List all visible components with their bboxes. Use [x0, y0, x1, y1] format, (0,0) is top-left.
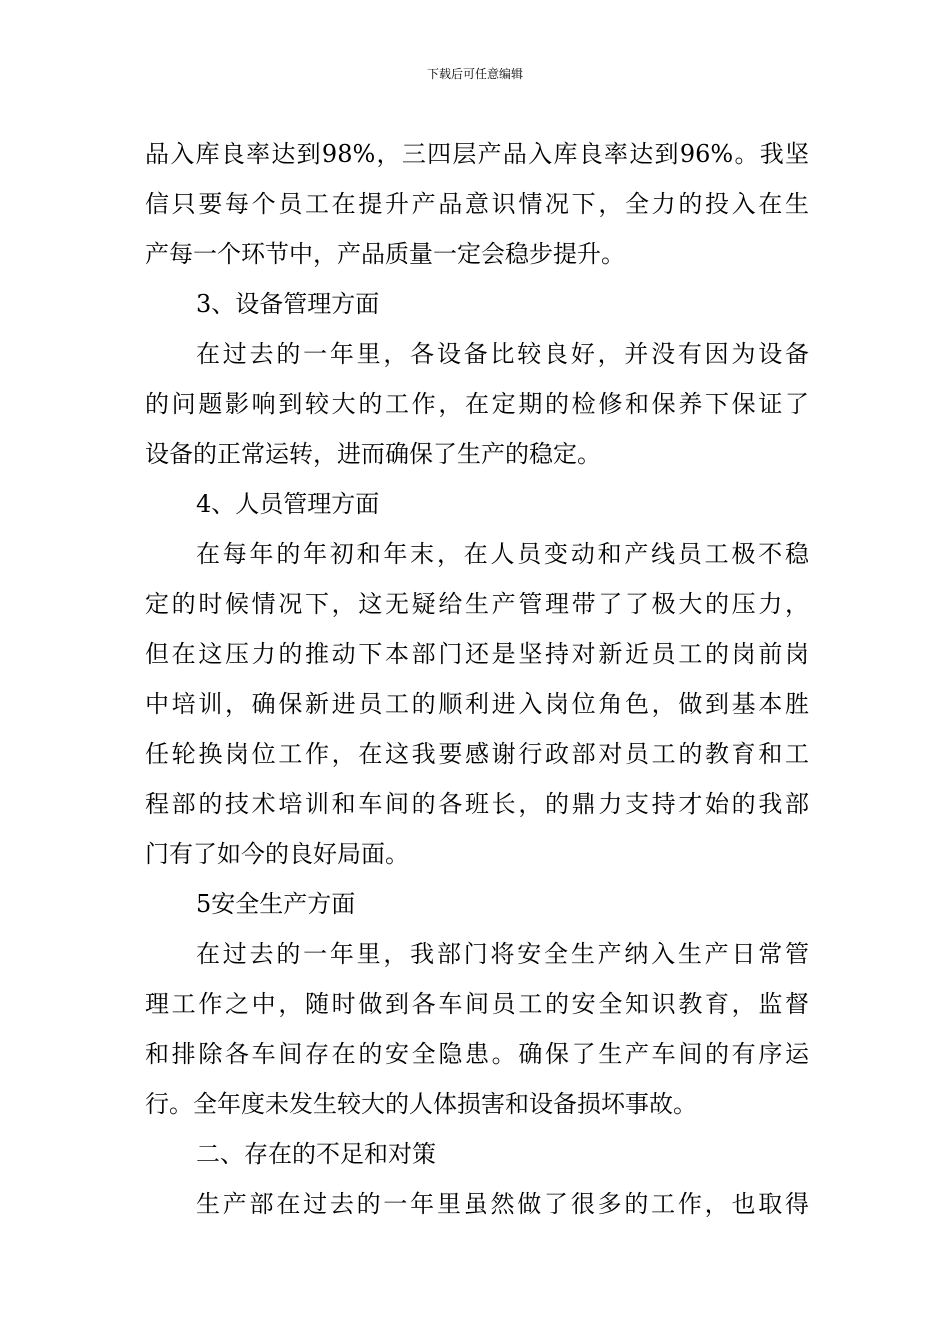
page-header: 下载后可任意编辑 — [426, 67, 523, 81]
text-line: 5安全生产方面 — [196, 890, 356, 918]
text-line: 产每一个环节中，产品质量一定会稳步提升。 — [145, 240, 625, 268]
text-line: 和排除各车间存在的安全隐患。确保了生产车间的有序运 — [145, 1040, 809, 1068]
text-line: 在过去的一年里，我部门将安全生产纳入生产日常管 — [196, 940, 809, 968]
text-line: 的问题影响到较大的工作，在定期的检修和保养下保证了 — [145, 390, 809, 418]
text-line: 行。全年度未发生较大的人体损害和设备损坏事故。 — [145, 1090, 697, 1118]
text-line: 品入库良率达到98%，三四层产品入库良率达到96%。我坚 — [145, 140, 809, 168]
text-line: 设备的正常运转，进而确保了生产的稳定。 — [145, 440, 601, 468]
text-line: 生产部在过去的一年里虽然做了很多的工作，也取得 — [196, 1190, 809, 1218]
text-line: 信只要每个员工在提升产品意识情况下，全力的投入在生 — [145, 190, 809, 218]
text-line: 3、设备管理方面 — [196, 290, 380, 318]
text-line: 程部的技术培训和车间的各班长，的鼎力支持才始的我部 — [145, 790, 809, 818]
text-line: 理工作之中，随时做到各车间员工的安全知识教育，监督 — [145, 990, 809, 1018]
text-line: 4、人员管理方面 — [196, 490, 380, 518]
text-line: 但在这压力的推动下本部门还是坚持对新近员工的岗前岗 — [145, 640, 809, 668]
text-line: 任轮换岗位工作，在这我要感谢行政部对员工的教育和工 — [145, 740, 809, 768]
text-line: 在过去的一年里，各设备比较良好，并没有因为设备 — [196, 340, 809, 368]
text-line: 定的时候情况下，这无疑给生产管理带了了极大的压力， — [145, 590, 809, 618]
text-line: 在每年的年初和年末，在人员变动和产线员工极不稳 — [196, 540, 809, 568]
text-line: 二、存在的不足和对策 — [196, 1140, 436, 1168]
text-line: 门有了如今的良好局面。 — [145, 840, 409, 868]
text-line: 中培训，确保新进员工的顺利进入岗位角色，做到基本胜 — [145, 690, 809, 718]
document-body — [145, 129, 809, 1229]
